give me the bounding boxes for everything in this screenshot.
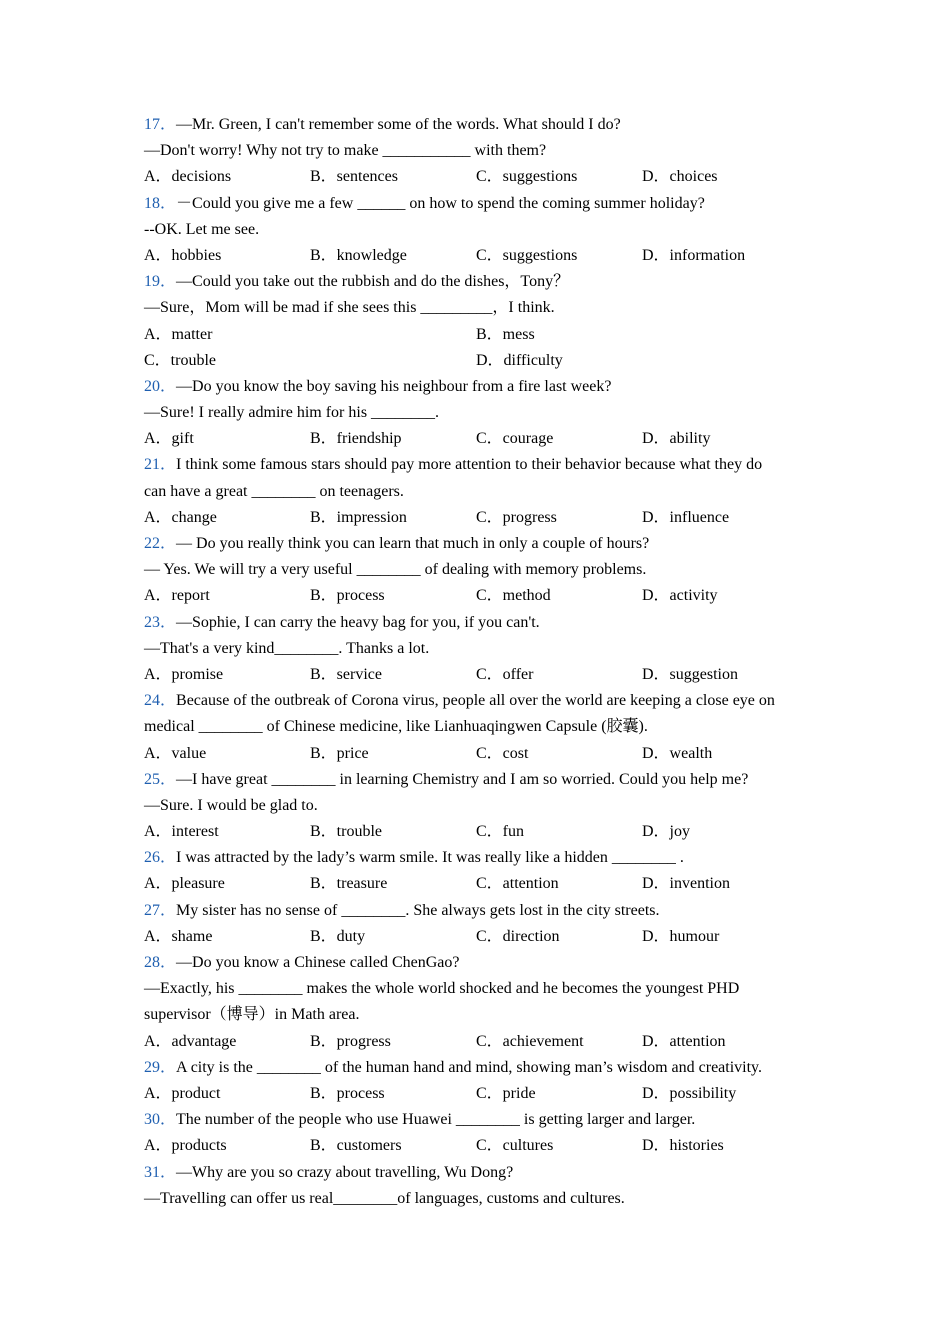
question-stem <box>144 112 824 138</box>
answer-option[interactable]: A．shame <box>144 927 213 945</box>
question-line <box>144 636 824 662</box>
answer-option[interactable]: B．process <box>310 587 385 605</box>
question-number: 28． <box>144 954 177 971</box>
answer-option[interactable]: C．courage <box>476 430 554 448</box>
answer-option[interactable]: A．report <box>144 587 210 605</box>
answer-option[interactable]: C．progress <box>476 508 557 526</box>
answer-option[interactable]: A．gift <box>144 430 194 448</box>
answer-option[interactable]: D．invention <box>642 875 730 893</box>
options-row <box>144 1133 824 1159</box>
answer-option[interactable]: A．change <box>144 508 217 526</box>
question-text: —That's a very kind________. Thanks a lot. <box>144 639 430 657</box>
question-text: supervisor（博导）in Math area. <box>144 1006 360 1024</box>
question-block <box>144 845 824 897</box>
question-number: 19． <box>144 273 177 291</box>
options-row <box>144 505 824 531</box>
question-block <box>144 767 824 846</box>
question-line <box>144 479 824 505</box>
question-text: —Exactly, his ________ makes the whole world shocked and he becomes the youngest PHD <box>144 980 740 998</box>
question-number: 24． <box>144 692 177 710</box>
answer-option[interactable]: C．suggestions <box>476 246 578 264</box>
question-text: Because of the outbreak of Corona virus, people all over the world are keeping a close eye on <box>176 692 775 710</box>
question-stem <box>144 191 824 217</box>
question-block <box>144 269 824 374</box>
question-text: —Don't worry! Why not try to make ___________ with them? <box>144 142 547 160</box>
question-line <box>144 557 824 583</box>
answer-option[interactable]: B．progress <box>310 1032 391 1050</box>
answer-option[interactable]: A．hobbies <box>144 246 222 264</box>
question-number: 21． <box>144 456 177 474</box>
question-text: —Sophie, I can carry the heavy bag for you, if you can't. <box>176 613 540 631</box>
question-text: —Do you know a Chinese called ChenGao? <box>176 954 460 971</box>
answer-option[interactable]: B．mess <box>476 325 535 343</box>
answer-option[interactable]: D．wealth <box>642 744 713 762</box>
answer-option[interactable]: D．histories <box>642 1137 724 1155</box>
answer-option[interactable]: B．treasure <box>310 875 388 893</box>
answer-option[interactable]: B．service <box>310 665 382 683</box>
question-text: — Do you really think you can learn that much in only a couple of hours? <box>176 535 650 552</box>
answer-option[interactable]: A．product <box>144 1084 221 1102</box>
question-block <box>144 610 824 689</box>
question-number: 30． <box>144 1111 177 1129</box>
options-row <box>144 1029 824 1055</box>
question-text: —Why are you so crazy about travelling, Wu Dong? <box>176 1163 514 1181</box>
answer-option[interactable]: C．fun <box>476 823 525 841</box>
question-text: —Could you take out the rubbish and do the dishes，Tony？ <box>176 273 570 291</box>
question-text: —Do you know the boy saving his neighbour from a fire last week? <box>176 377 612 395</box>
question-text: The number of the people who use Huawei ________ is getting larger and larger. <box>176 1111 696 1129</box>
question-text: －Could you give me a few ______ on how to spend the coming summer holiday? <box>176 194 705 212</box>
question-block <box>144 112 824 191</box>
options-row <box>144 662 824 688</box>
question-text: medical ________ of Chinese medicine, like Lianhuaqingwen Capsule (胶囊). <box>144 718 648 736</box>
answer-option[interactable]: C．method <box>476 587 551 605</box>
answer-option[interactable]: C．achievement <box>476 1032 584 1050</box>
options-row <box>144 871 824 897</box>
options-row <box>144 243 824 269</box>
question-block <box>144 950 824 1055</box>
answer-option[interactable]: B．duty <box>310 927 366 945</box>
question-stem <box>144 767 824 793</box>
question-text: My sister has no sense of ________. She always gets lost in the city streets. <box>176 901 660 919</box>
answer-option[interactable]: C．attention <box>476 875 559 893</box>
answer-option[interactable]: B．trouble <box>310 823 382 841</box>
answer-option[interactable]: D．suggestion <box>642 665 739 683</box>
answer-option[interactable]: D．difficulty <box>476 351 563 369</box>
answer-option[interactable]: D．joy <box>642 823 691 841</box>
question-stem <box>144 269 824 295</box>
question-stem <box>144 531 824 557</box>
question-text: can have a great ________ on teenagers. <box>144 482 404 500</box>
question-number: 23． <box>144 613 177 631</box>
answer-option[interactable]: B．price <box>310 744 369 762</box>
question-text: —Sure. I would be glad to. <box>144 796 318 814</box>
question-number: 31． <box>144 1163 177 1181</box>
options-row <box>144 741 824 767</box>
question-line <box>144 1002 824 1028</box>
question-stem <box>144 1055 824 1081</box>
question-text: —Travelling can offer us real________of languages, customs and cultures. <box>144 1189 625 1207</box>
question-text: --OK. Let me see. <box>144 220 260 238</box>
question-text: —I have great ________ in learning Chemistry and I am so worried. Could you help me? <box>176 770 749 788</box>
answer-option[interactable]: C．cultures <box>476 1137 554 1155</box>
question-line <box>144 138 824 164</box>
question-text: I was attracted by the lady’s warm smile. It was really like a hidden ________ . <box>176 849 684 867</box>
answer-option[interactable]: C．offer <box>476 665 534 683</box>
question-block <box>144 688 824 767</box>
question-line <box>144 793 824 819</box>
question-number: 29． <box>144 1058 177 1076</box>
question-stem <box>144 950 824 976</box>
answer-option[interactable]: B．friendship <box>310 430 402 448</box>
question-stem <box>144 1107 824 1133</box>
answer-option[interactable]: D．attention <box>642 1032 726 1050</box>
answer-option[interactable]: B．impression <box>310 508 407 526</box>
options-row <box>144 322 824 348</box>
answer-option[interactable]: C．cost <box>476 744 529 762</box>
question-number: 22． <box>144 535 177 552</box>
question-block <box>144 1107 824 1159</box>
question-block <box>144 374 824 453</box>
answer-option[interactable]: B．process <box>310 1084 385 1102</box>
answer-option[interactable]: D．humour <box>642 927 720 945</box>
answer-option[interactable]: D．possibility <box>642 1084 737 1102</box>
answer-option[interactable]: D．information <box>642 246 746 264</box>
answer-option[interactable]: C．direction <box>476 927 560 945</box>
question-text: —Sure，Mom will be mad if she sees this _________，I think. <box>144 299 555 317</box>
answer-option[interactable]: A．advantage <box>144 1032 237 1050</box>
question-stem <box>144 610 824 636</box>
options-row <box>144 924 824 950</box>
question-text: I think some famous stars should pay more attention to their behavior because what they do <box>176 456 763 474</box>
question-text: — Yes. We will try a very useful ________ of dealing with memory problems. <box>144 561 647 579</box>
question-block <box>144 531 824 610</box>
answer-option[interactable]: A．value <box>144 744 207 762</box>
options-row <box>144 583 824 609</box>
question-page <box>144 112 824 1212</box>
answer-option[interactable]: A．promise <box>144 665 224 683</box>
question-line <box>144 976 824 1002</box>
options-row <box>144 1081 824 1107</box>
question-number: 25． <box>144 770 177 788</box>
answer-option[interactable]: D．activity <box>642 587 718 605</box>
answer-option[interactable]: D．choices <box>642 168 718 186</box>
answer-option[interactable]: C．trouble <box>144 351 216 369</box>
answer-option[interactable]: D．influence <box>642 508 730 526</box>
question-line <box>144 1186 824 1212</box>
answer-option[interactable]: C．pride <box>476 1084 536 1102</box>
question-block <box>144 898 824 950</box>
question-text: —Mr. Green, I can't remember some of the words. What should I do? <box>176 116 621 133</box>
options-row <box>144 348 824 374</box>
question-block <box>144 452 824 531</box>
question-line <box>144 217 824 243</box>
answer-option[interactable]: B．sentences <box>310 168 398 186</box>
question-stem <box>144 452 824 478</box>
answer-option[interactable]: D．ability <box>642 430 711 448</box>
question-number: 18． <box>144 194 177 212</box>
question-stem <box>144 845 824 871</box>
question-stem <box>144 374 824 400</box>
question-stem <box>144 1160 824 1186</box>
question-line <box>144 400 824 426</box>
question-line <box>144 295 824 321</box>
question-block <box>144 1055 824 1107</box>
question-line <box>144 714 824 740</box>
answer-option[interactable]: A．interest <box>144 823 219 841</box>
question-block <box>144 191 824 270</box>
question-text: —Sure! I really admire him for his ________. <box>144 404 440 422</box>
question-block <box>144 1160 824 1212</box>
question-number: 27． <box>144 901 177 919</box>
question-number: 20． <box>144 377 177 395</box>
options-row <box>144 819 824 845</box>
answer-option[interactable]: A．pleasure <box>144 875 225 893</box>
question-text: A city is the ________ of the human hand and mind, showing man’s wisdom and creativity. <box>176 1058 763 1076</box>
question-stem <box>144 898 824 924</box>
options-row <box>144 164 824 190</box>
question-number: 17． <box>144 116 177 133</box>
answer-option[interactable]: A．products <box>144 1137 227 1155</box>
answer-option[interactable]: A．decisions <box>144 168 232 186</box>
options-row <box>144 426 824 452</box>
question-number: 26． <box>144 849 177 867</box>
question-stem <box>144 688 824 714</box>
answer-option[interactable]: A．matter <box>144 325 213 343</box>
answer-option[interactable]: B．customers <box>310 1137 402 1155</box>
answer-option[interactable]: B．knowledge <box>310 246 407 264</box>
answer-option[interactable]: C．suggestions <box>476 168 578 186</box>
